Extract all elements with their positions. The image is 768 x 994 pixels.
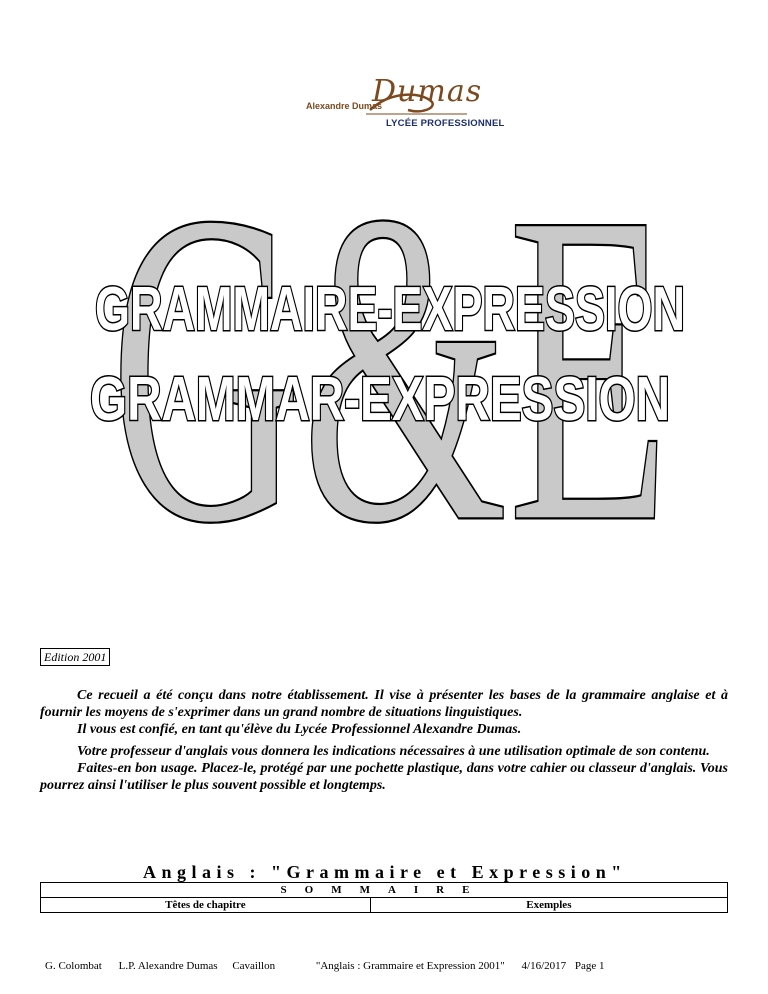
sommaire-title: SOMMAIRE: [41, 883, 728, 898]
intro-paragraph-3: Votre professeur d'anglais vous donnera les indications nécessaires à une utilisation optimale de son contenu.: [77, 744, 710, 759]
footer-date: 4/16/2017: [521, 960, 567, 972]
intro-text: [40, 687, 728, 799]
title-monogram: G&E: [110, 160, 671, 616]
title-line2: GRAMMAR-EXPRESSION: [90, 365, 670, 434]
column-header-chapters: Têtes de chapitre: [41, 898, 371, 913]
logo-name: Alexandre Dumas: [306, 101, 383, 111]
footer-author: G. Colombat: [45, 960, 102, 972]
logo-script-text: Dumas: [372, 74, 483, 109]
intro-paragraph-2: Il vous est confié, en tant qu'élève du Lycée Professionnel Alexandre Dumas.: [77, 722, 522, 737]
logo-subtitle: LYCÉE PROFESSIONNEL: [386, 118, 505, 129]
sommaire-table: [40, 882, 728, 913]
intro-paragraph-4: Faites-en bon usage. Placez-le, protégé par une pochette plastique, dans votre cahier ou classeur d'anglais. Vous pourrez ainsi l'utiliser le plus souvent possible et longtemps.: [40, 761, 728, 793]
footer-school: L.P. Alexandre Dumas: [118, 960, 218, 972]
footer-page: Page 1: [574, 960, 605, 972]
title-line1: GRAMMAIRE-EXPRESSION: [95, 275, 685, 344]
sommaire-heading: Anglais : "Grammaire et Expression": [143, 862, 627, 882]
page-footer: [45, 960, 605, 972]
title-art: [80, 160, 700, 630]
intro-paragraph-1: Ce recueil a été conçu dans notre établissement. Il vise à présenter les bases de la grammaire anglaise et à fournir les moyens de s'exprimer dans un grand nombre de situations linguistiques.: [40, 688, 728, 720]
footer-city: Cavaillon: [232, 960, 276, 972]
edition-label: Edition 2001: [40, 648, 110, 666]
column-header-examples: Exemples: [370, 898, 727, 913]
school-logo: [262, 40, 505, 137]
footer-doc: "Anglais : Grammaire et Expression 2001": [315, 960, 505, 972]
